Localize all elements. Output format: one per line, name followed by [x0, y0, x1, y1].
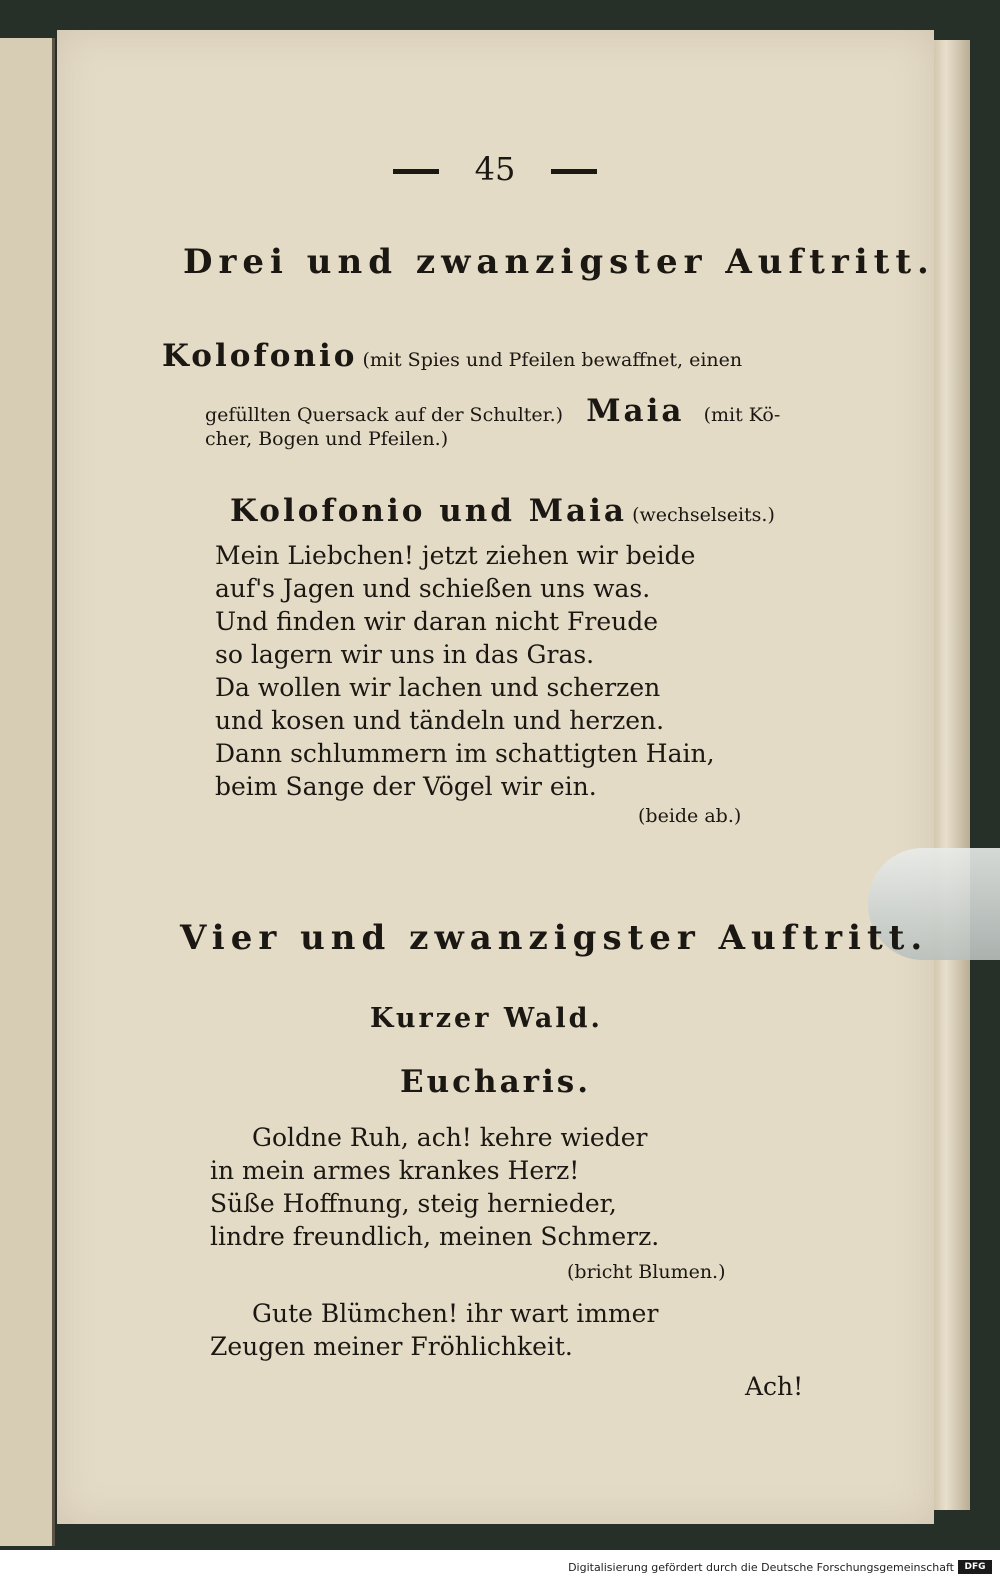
page-number-value: 45	[474, 150, 516, 188]
verse-line: Da wollen wir lachen und scherzen	[215, 673, 661, 702]
verse-line: Und finden wir daran nicht Freude	[215, 607, 659, 636]
verse-block	[210, 1121, 659, 1253]
catchword: Ach!	[745, 1372, 804, 1401]
speaker-line	[230, 493, 775, 529]
cast-name: Kolofonio	[162, 338, 358, 374]
verse-line: beim Sange der Vögel wir ein.	[215, 772, 597, 801]
scene-title: Drei und zwanzigster Auftritt.	[183, 242, 935, 282]
verse-line: Gute Blümchen! ihr wart immer	[252, 1299, 659, 1328]
verse-line: lindre freundlich, meinen Schmerz.	[210, 1222, 660, 1251]
verse-line: und kosen und tändeln und herzen.	[215, 706, 665, 735]
page-stack-edge	[930, 40, 970, 1510]
speaker-name: Kolofonio und Maia	[230, 493, 627, 529]
stage-direction: cher, Bogen und Pfeilen.)	[205, 428, 449, 450]
dash-left	[393, 169, 439, 174]
left-page-edge	[0, 38, 55, 1546]
stage-direction: (wechselseits.)	[632, 504, 775, 526]
exit-direction: (beide ab.)	[638, 805, 742, 827]
verse-block	[210, 1297, 658, 1363]
cast-name: Maia	[586, 393, 685, 429]
verse-block	[215, 539, 715, 803]
page-number	[0, 150, 990, 188]
cast-line-1	[162, 338, 742, 374]
cast-line-2	[205, 393, 780, 429]
verse-line: Süße Hoffnung, steig hernieder,	[210, 1189, 617, 1218]
stage-direction: (bricht Blumen.)	[567, 1261, 726, 1283]
verse-line: auf's Jagen und schießen uns was.	[215, 574, 651, 603]
verse-line: so lagern wir uns in das Gras.	[215, 640, 595, 669]
scene-title: Vier und zwanzigster Auftritt.	[180, 918, 929, 958]
scene-setting: Kurzer Wald.	[370, 1003, 603, 1034]
verse-line: Mein Liebchen! jetzt ziehen wir beide	[215, 541, 696, 570]
speaker-name: Eucharis.	[400, 1064, 592, 1100]
stage-direction: (mit Kö-	[703, 404, 781, 426]
footer-credit: Digitalisierung gefördert durch die Deutsche Forschungsgemeinschaft	[568, 1561, 954, 1574]
verse-line: Goldne Ruh, ach! kehre wieder	[252, 1123, 648, 1152]
verse-line: in mein armes krankes Herz!	[210, 1156, 580, 1185]
stage-direction: (mit Spies und Pfeilen bewaffnet, einen	[362, 349, 743, 371]
verse-line: Dann schlummern im schattigten Hain,	[215, 739, 715, 768]
verse-line: Zeugen meiner Fröhlichkeit.	[210, 1332, 573, 1361]
dash-right	[551, 169, 597, 174]
stage-direction: gefüllten Quersack auf der Schulter.)	[205, 404, 564, 426]
dfg-logo: DFG	[958, 1560, 992, 1574]
